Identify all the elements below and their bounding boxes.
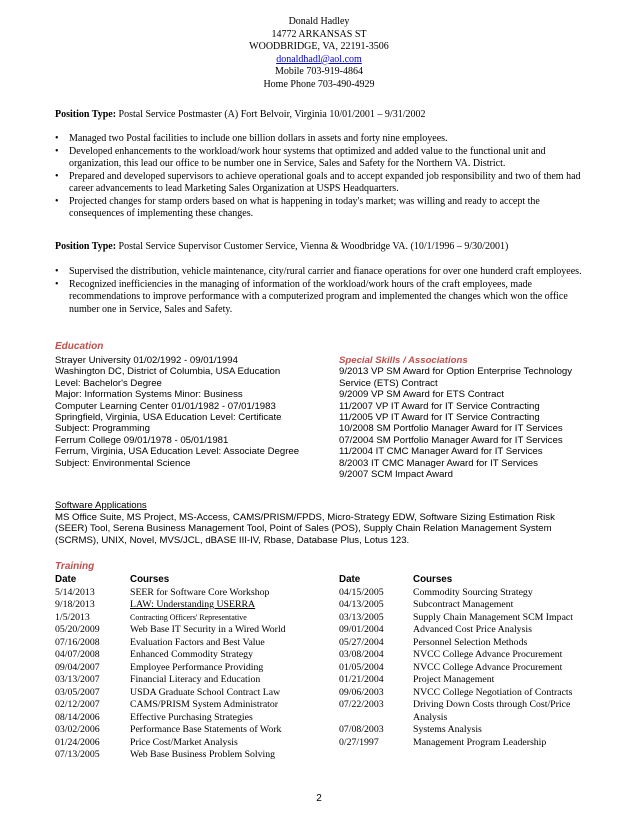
training-date: 09/06/2003 [339,686,384,698]
education-line: Washington DC, District of Columbia, USA Education [55,366,281,378]
bullet-text: Developed enhancements to the workload/work hour systems that optimized and added value to the functional unit and organization, this lead our office to be number one in Service, Sales and Safety for the Northern VA. District. [69,145,546,169]
training-course: Employee Performance Providing [130,661,264,673]
training-date [339,712,413,725]
bullet-text: Prepared and developed supervisors to achieve operational goals and to accept expanded job responsibility and two of them had career advancements to lead Marketing Sales Organization at USPS Headquarters. [69,170,581,194]
training-date: 09/04/2007 [55,661,100,673]
education-line: Subject: Programming [55,423,150,435]
table-row [339,737,573,750]
training-course: Project Management [413,674,495,685]
training-course: Supply Chain Management SCM Impact [413,611,573,623]
training-course: Evaluation Factors and Best Value [130,636,265,648]
table-row [339,662,573,675]
bullet-item [55,196,585,221]
position-2-heading [55,241,585,254]
table-header-row [55,574,286,587]
table-row [55,674,286,687]
table-row [339,624,573,637]
training-course: Personnel Selection Methods [413,636,528,648]
software-line: MS Office Suite, MS Project, MS-Access, CAMS/PRISM/FPDS, Micro-Strategy EDW, Software Sizing Estimation Risk [55,511,555,523]
table-row [55,724,286,737]
table-row [339,649,573,662]
bullet-icon: • [55,195,59,207]
training-date: 01/21/2004 [339,674,384,685]
training-date: 1/5/2013 [55,611,90,623]
table-row [339,674,573,687]
training-course: CAMS/PRISM System Administrator [130,699,279,710]
skill-line: 07/2004 SM Portfolio Manager Award for IT Services [339,434,563,446]
date-header: Date [339,574,361,585]
training-course: Contracting Officers' Representative [130,612,247,622]
bullet-text: Recognized inefficiencies in the managing of information of the workload/work hours of the craft employees, made recommendations to improve performance with a computerized program and implemented the changes which won the office number one in Service, Sales and Safety. [69,278,568,315]
table-row [55,712,286,725]
contact-name: Donald Hadley [288,16,350,27]
training-date: 5/14/2013 [55,586,95,598]
position-2-bullets [55,266,585,316]
table-row [339,687,573,700]
position-type-label: Position Type: [55,109,117,120]
bullet-icon: • [55,145,59,157]
training-date: 04/07/2008 [55,649,100,660]
training-course: Effective Purchasing Strategies [130,711,253,723]
courses-header: Courses [130,574,170,585]
bullet-icon: • [55,170,59,182]
education-line: Subject: Environmental Science [55,457,191,469]
bullet-icon: • [55,278,59,290]
table-row [55,624,286,637]
training-date: 03/13/2007 [55,674,100,685]
training-course: Commodity Sourcing Strategy [413,586,533,598]
skills-title: Special Skills / Associations [339,355,468,366]
training-course: Analysis [413,711,448,723]
table-row [339,699,573,712]
bullet-item [55,171,585,196]
email-link[interactable]: donaldhadl@aol.com [276,53,362,65]
training-course: Subcontract Management [413,599,514,610]
skill-line: 11/2007 VP IT Award for IT Service Contracting [339,400,540,412]
training-date: 09/01/2004 [339,624,384,635]
table-row [339,612,573,625]
table-row [339,637,573,650]
table-row [55,687,286,700]
bullet-item [55,133,585,146]
position-2-text: Postal Service Supervisor Customer Service, Vienna & Woodbridge VA. (10/1/1996 – 9/30/2001) [116,241,509,252]
training-course: Web Base Business Problem Solving [130,749,276,760]
training-date: 04/15/2005 [339,586,384,598]
table-row [55,662,286,675]
table-row [55,737,286,750]
table-row [55,587,286,600]
education-line: Level: Bachelor's Degree [55,377,162,389]
education-line: Major: Information Systems Minor: Business [55,389,243,401]
software-line: (SEER) Tool, Serena Business Management Tool, Point of Sales (POS), Supply Chain Relation Management System [55,523,552,535]
training-table-right [339,574,573,749]
training-date: 9/18/2013 [55,599,95,610]
training-date: 07/22/2003 [339,699,384,710]
training-date: 0/27/1997 [339,736,379,748]
bullet-text: Projected changes for stamp orders based on what is happening in today's market; was willing and ready to accept the consequences of implementing these changes. [69,195,540,219]
page-number: 2 [316,793,322,804]
education-line: Strayer University 01/02/1992 - 09/01/1994 [55,355,238,366]
skills-list [339,355,572,480]
training-course: Web Base IT Security in a Wired World [130,624,286,635]
skill-line: 11/2004 IT CMC Manager Award for IT Services [339,446,543,458]
education-list [55,355,299,469]
position-type-label: Position Type: [55,241,117,252]
training-date: 07/13/2005 [55,749,100,760]
training-date: 02/12/2007 [55,699,100,710]
training-course: Management Program Leadership [413,736,547,748]
training-course: USDA Graduate School Contract Law [130,686,281,698]
training-date: 03/05/2007 [55,686,100,698]
skill-line: 9/2009 VP SM Award for ETS Contract [339,389,504,401]
courses-header: Courses [413,574,453,585]
contact-city: WOODBRIDGE, VA, 22191-3506 [249,41,389,52]
table-row [55,637,286,650]
training-course: NVCC College Advance Procurement [413,649,563,660]
table-row [55,599,286,612]
education-line: Computer Learning Center 01/01/1982 - 07/01/1983 [55,400,276,412]
training-title: Training [55,561,95,572]
table-row [55,612,286,625]
software-section [55,500,590,546]
training-date: 03/02/2006 [55,724,100,735]
software-line: (SCRMS), UNIX, Novel, MVS/JCL, dBASE III-IV, Rbase, Database Plus, Lotus 123. [55,534,410,546]
training-course: Advanced Cost Price Analysis [413,624,532,635]
contact-header [0,16,638,91]
education-line: Ferrum College 09/01/1978 - 05/01/1981 [55,434,229,446]
training-course: NVCC College Negotiation of Contracts [413,686,573,698]
table-row [55,649,286,662]
skill-line: Service (ETS) Contract [339,377,438,389]
training-course: Enhanced Commodity Strategy [130,649,253,660]
contact-home-phone: Home Phone 703-490-4929 [263,78,375,90]
skill-line: 11/2005 VP IT Award for IT Service Contracting [339,412,540,424]
education-line: Ferrum, Virginia, USA Education Level: Associate Degree [55,446,300,458]
training-course: Driving Down Costs through Cost/Price [413,699,571,710]
education-line: Springfield, Virginia, USA Education Level: Certificate [55,412,282,424]
training-table-left [55,574,286,762]
training-course: Performance Base Statements of Work [130,724,282,735]
bullet-text: Managed two Postal facilities to include one billion dollars in assets and forty nine employees. [69,133,448,144]
table-header-row [339,574,573,587]
skill-line: 8/2003 IT CMC Manager Award for IT Services [339,457,538,469]
training-course: LAW: Understanding USERRA [130,599,256,610]
training-date: 07/08/2003 [339,724,384,735]
bullet-item [55,146,585,171]
training-course: SEER for Software Core Workshop [130,586,270,598]
contact-mobile: Mobile 703-919-4864 [274,66,364,77]
bullet-icon: • [55,266,59,277]
training-course: NVCC College Advance Procurement [413,661,563,673]
training-date: 03/13/2005 [339,611,384,623]
training-date: 01/05/2004 [339,661,384,673]
skill-line: 9/2013 VP SM Award for Option Enterprise Technology [339,366,573,378]
table-row [55,699,286,712]
bullet-item [55,279,585,317]
training-date: 05/27/2004 [339,636,384,648]
training-date: 03/08/2004 [339,649,384,660]
training-date: 08/14/2006 [55,711,100,723]
table-row [55,749,286,762]
skill-line: 9/2007 SCM Impact Award [339,469,453,481]
position-1-text: Postal Service Postmaster (A) Fort Belvoir, Virginia 10/01/2001 – 9/31/2002 [116,109,426,120]
training-course: Systems Analysis [413,724,482,735]
bullet-icon: • [55,133,59,144]
position-1-heading [55,109,585,122]
position-1-bullets [55,133,585,221]
contact-street: 14772 ARKANSAS ST [271,28,367,40]
software-title: Software Applications [55,500,147,511]
education-title: Education [55,341,104,352]
table-row [339,724,573,737]
training-course: Financial Literacy and Education [130,674,261,685]
training-course: Price Cost/Market Analysis [130,736,238,748]
date-header: Date [55,574,77,585]
table-row [339,599,573,612]
bullet-item [55,266,585,279]
training-date: 07/16/2008 [55,636,100,648]
table-row [339,712,573,725]
table-row [339,587,573,600]
training-date: 04/13/2005 [339,599,384,610]
training-date: 05/20/2009 [55,624,100,635]
skill-line: 10/2008 SM Portfolio Manager Award for IT Services [339,423,563,435]
training-date: 01/24/2006 [55,736,100,748]
bullet-text: Supervised the distribution, vehicle maintenance, city/rural carrier and fianace operations for over one hunderd craft employees. [69,266,582,277]
